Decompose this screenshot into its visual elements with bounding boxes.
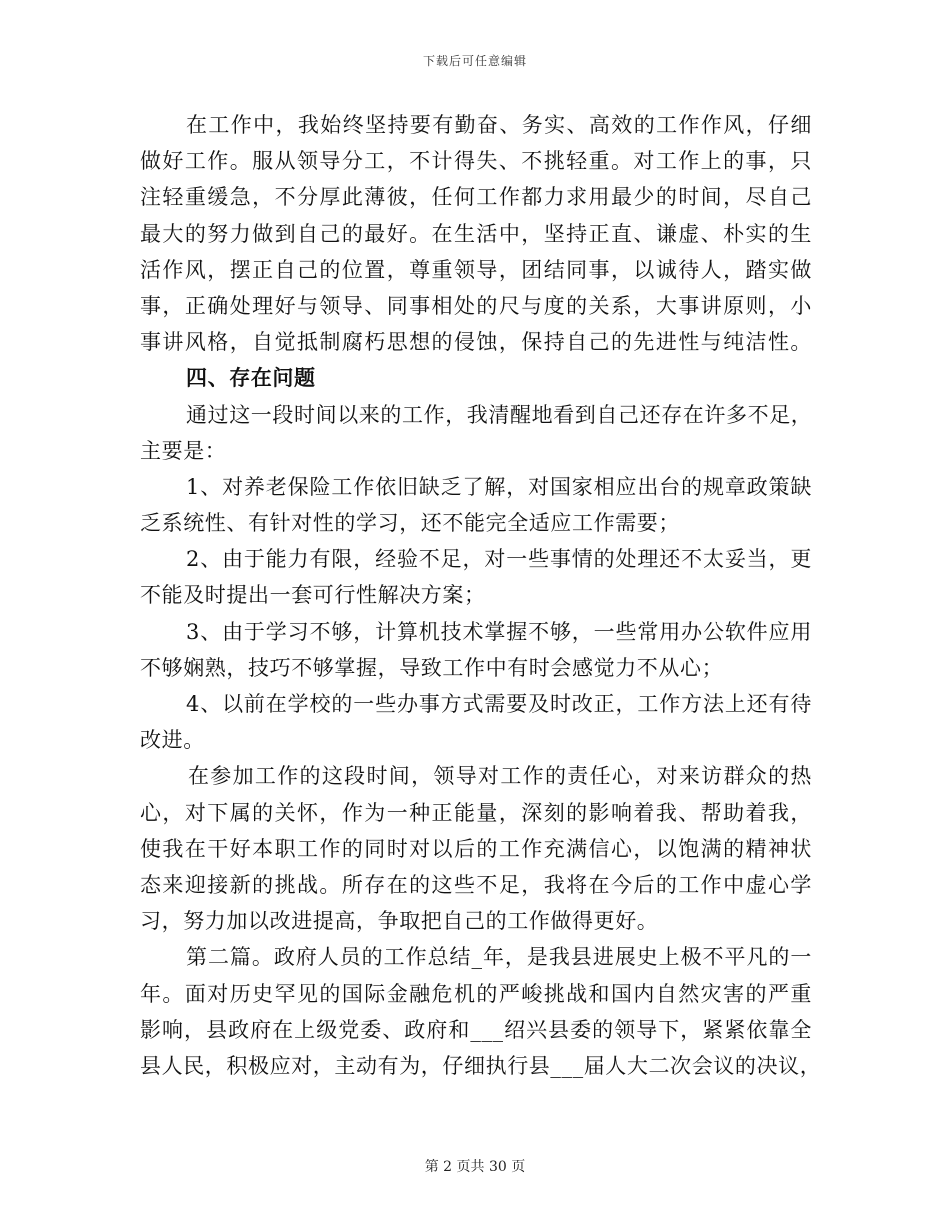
text-line: 在参加工作的这段时间，领导对工作的责任心，对来访群众的热 [188, 764, 812, 789]
text-line: 影响，县政府在上级党委、政府和___绍兴县委的领导下，紧紧依靠全 [140, 1017, 812, 1042]
text-line: 注轻重缓急，不分厚此薄彼，任何工作都力求用最少的时间，尽自己 [140, 185, 812, 210]
text-line: 最大的努力做到自己的最好。在生活中，坚持正直、谦虚、朴实的生 [140, 221, 812, 246]
document-body [140, 107, 822, 1084]
text-line: 使我在干好本职工作的同时对以后的工作充满信心，以饱满的精神状 [140, 836, 812, 861]
text-line: 不够娴熟，技巧不够掌握，导致工作中有时会感觉力不从心； [140, 655, 724, 680]
text-line: 县人民，积极应对，主动有为，仔细执行县___届人大二次会议的决议， [140, 1053, 822, 1078]
list-item: 2、由于能力有限，经验不足，对一些事情的处理还不太妥当，更 [186, 547, 812, 572]
text-line: 改进。 [140, 728, 205, 753]
text-line: 事讲风格，自觉抵制腐朽思想的侵蚀，保持自己的先进性与纯洁性。 [140, 330, 812, 355]
text-line: 事，正确处理好与领导、同事相处的尺与度的关系，大事讲原则，小 [140, 293, 812, 318]
text-line: 乏系统性、有针对性的学习，还不能完全适应工作需要； [140, 511, 680, 536]
text-line: 态来迎接新的挑战。所存在的这些不足，我将在今后的工作中虚心学 [140, 872, 812, 897]
text-line: 通过这一段时间以来的工作，我清醒地看到自己还存在许多不足， [186, 402, 813, 427]
text-line: 主要是： [140, 438, 227, 463]
list-item: 3、由于学习不够，计算机技术掌握不够，一些常用办公软件应用 [186, 619, 812, 644]
text-line: 心，对下属的关怀，作为一种正能量，深刻的影响着我、帮助着我， [140, 800, 812, 825]
text-line: 年。面对历史罕见的国际金融危机的严峻挑战和国内自然灾害的严重 [140, 981, 812, 1006]
text-line: 不能及时提出一套可行性解决方案； [140, 583, 486, 608]
text-line: 第二篇。政府人员的工作总结_年，是我县进展史上极不平凡的一 [186, 945, 812, 970]
section-heading: 四、存在问题 [186, 365, 316, 391]
page-number: 第 2 页共 30 页 [424, 1159, 526, 1175]
list-item: 1、对养老保险工作依旧缺乏了解，对国家相应出台的规章政策缺 [186, 474, 812, 499]
text-line: 做好工作。服从领导分工，不计得失、不挑轻重。对工作上的事，只 [140, 149, 812, 174]
text-line: 习，努力加以改进提高，争取把自己的工作做得更好。 [140, 909, 659, 934]
page-header: 下载后可任意编辑 [422, 54, 527, 68]
list-item: 4、以前在学校的一些办事方式需要及时改正，工作方法上还有待 [186, 692, 812, 716]
text-line: 活作风，摆正自己的位置，尊重领导，团结同事，以诚待人，踏实做 [140, 257, 812, 282]
text-line: 在工作中，我始终坚持要有勤奋、务实、高效的工作作风，仔细 [186, 113, 812, 137]
